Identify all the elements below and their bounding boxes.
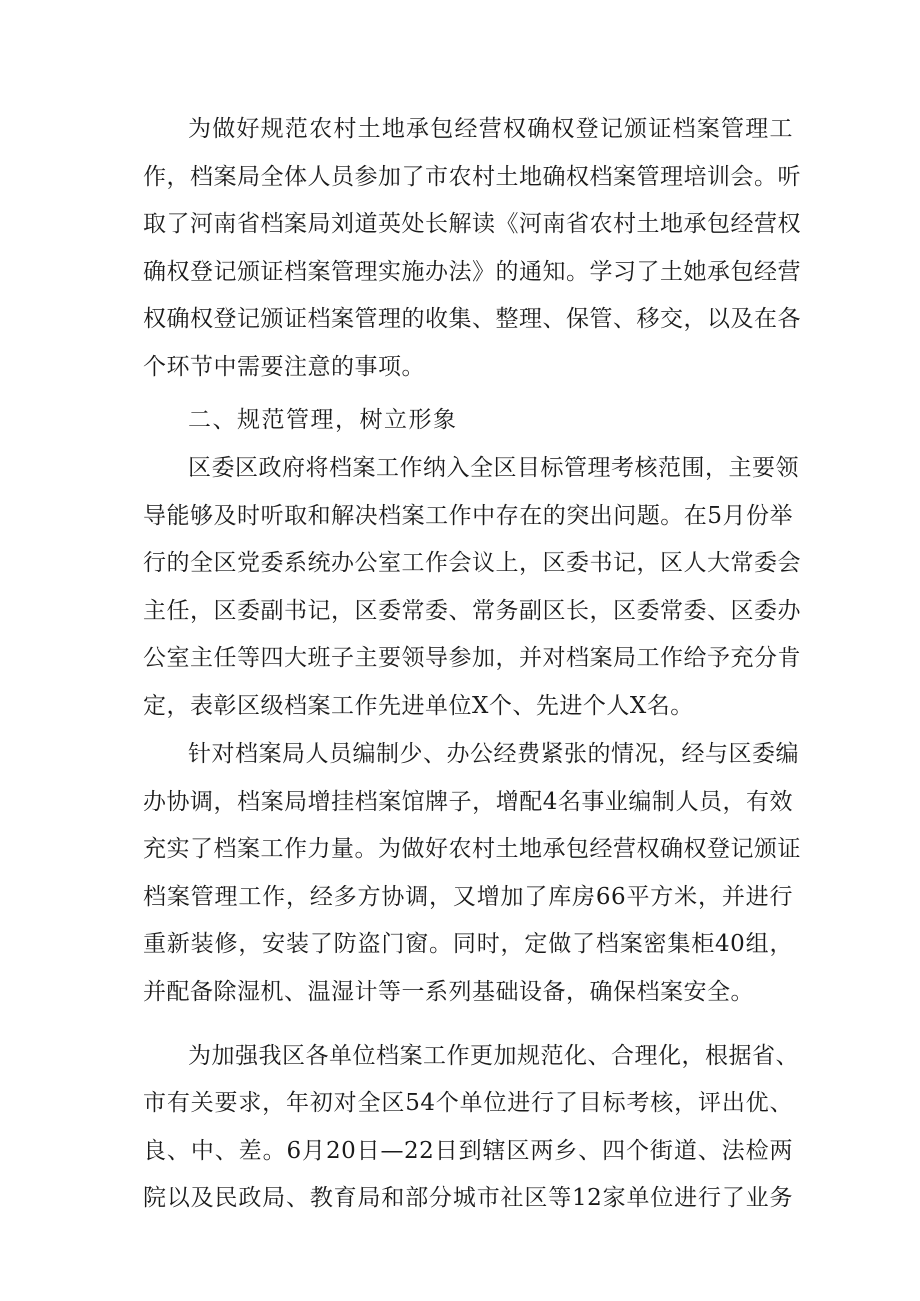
paragraph-line: 公室主任等四大班子主要领导参加，并对档案局工作给予充分肯 <box>143 645 801 671</box>
paragraph-line: 行的全区党委系统办公室工作会议上，区委书记，区人大常委会 <box>143 550 801 576</box>
paragraph-line: 个环节中需要注意的事项。 <box>143 354 425 380</box>
paragraph-line: 并配备除湿机、温湿计等一系列基础设备，确保档案安全。 <box>143 979 754 1005</box>
paragraph-line: 充实了档案工作力量。为做好农村土地承包经营权确权登记颁证 <box>143 836 801 862</box>
paragraph-line: 权确权登记颁证档案管理的收集、整理、保管、移交，以及在各 <box>143 306 801 332</box>
section-heading: 二、规范管理，树立形象 <box>188 407 458 433</box>
paragraph-line: 为加强我区各单位档案工作更加规范化、合理化，根据省、 <box>188 1043 799 1069</box>
paragraph-line: 主任，区委副书记，区委常委、常务副区长，区委常委、区委办 <box>143 598 801 624</box>
paragraph-line: 良、中、差。6月20日—22日到辖区两乡、四个街道、法检两 <box>143 1138 793 1164</box>
paragraph-line: 导能够及时听取和解决档案工作中存在的突出问题。在5月份举 <box>143 503 793 529</box>
paragraph-line: 市有关要求，年初对全区54个单位进行了目标考核，评出优、 <box>143 1090 793 1116</box>
paragraph-line: 作，档案局全体人员参加了市农村土地确权档案管理培训会。听 <box>143 164 801 190</box>
paragraph-line: 档案管理工作，经多方协调，又增加了库房66平方米，并进行 <box>143 884 793 910</box>
paragraph-line: 办协调，档案局增挂档案馆牌子，增配4名事业编制人员，有效 <box>143 789 793 815</box>
paragraph-line: 定，表彰区级档案工作先进单位X个、先进个人X名。 <box>143 693 694 719</box>
paragraph-line: 重新装修，安装了防盗门窗。同时，定做了档案密集柜40组， <box>143 931 793 957</box>
paragraph-line: 院以及民政局、教育局和部分城市社区等12家单位进行了业务 <box>143 1185 793 1211</box>
paragraph-line: 区委区政府将档案工作纳入全区目标管理考核范围，主要领 <box>188 455 799 481</box>
paragraph-line: 确权登记颁证档案管理实施办法》的通知。学习了土她承包经营 <box>143 259 801 285</box>
paragraph-line: 针对档案局人员编制少、办公经费紧张的情况，经与区委编 <box>188 741 799 767</box>
paragraph-line: 取了河南省档案局刘道英处长解读《河南省农村土地承包经营权 <box>143 211 801 237</box>
paragraph-line: 为做好规范农村土地承包经营权确权登记颁证档案管理工 <box>188 116 793 142</box>
